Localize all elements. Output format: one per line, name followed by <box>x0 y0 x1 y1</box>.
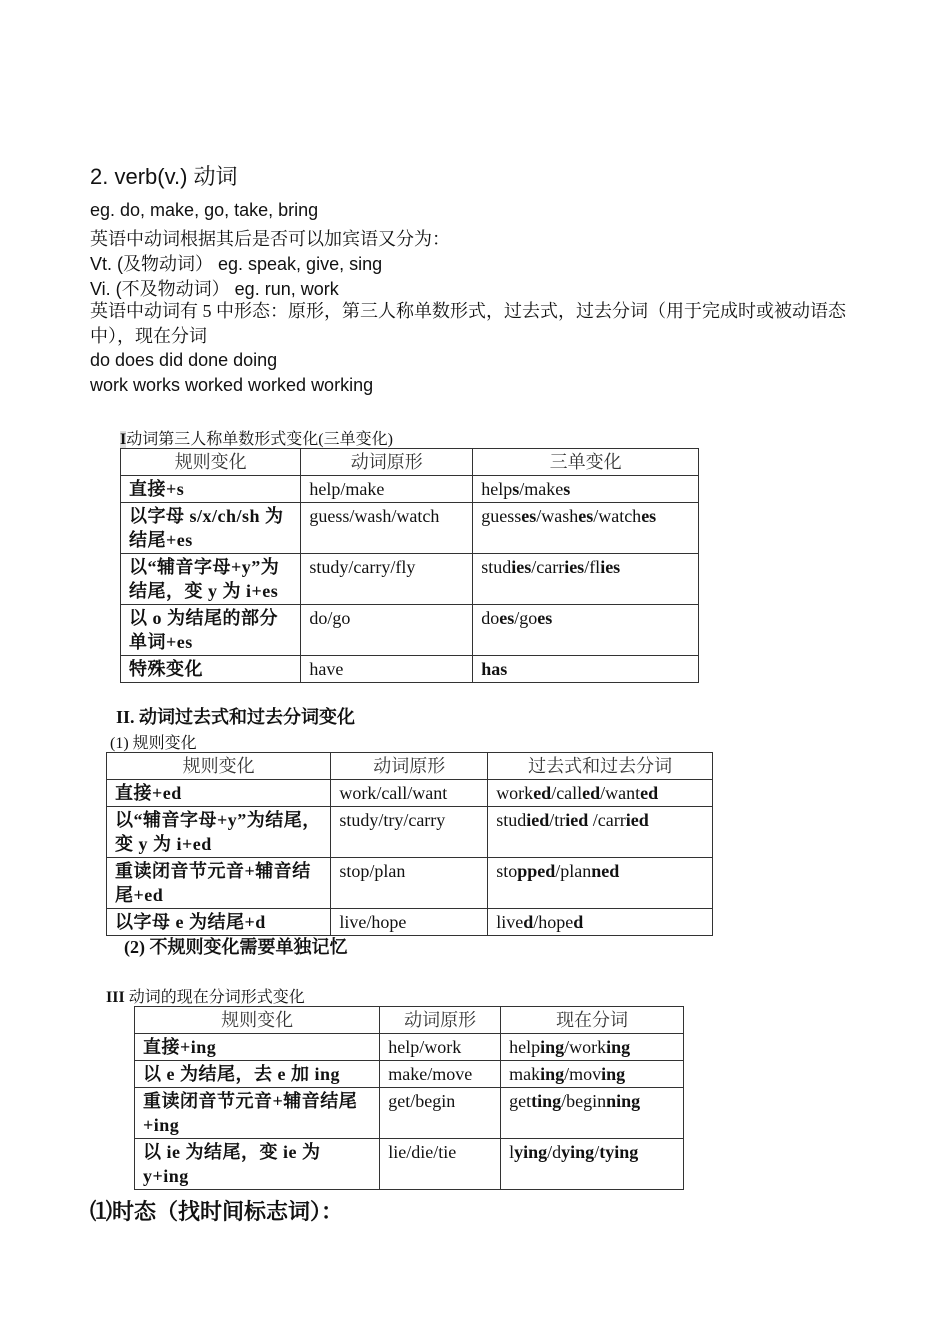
inflection-ending: es <box>641 506 657 526</box>
inflection-ending: ned <box>591 861 620 881</box>
word-stem: /mov <box>564 1064 602 1084</box>
rule-cell: 以字母 s/x/ch/sh 为结尾+es <box>121 503 301 554</box>
section3-caption-mark: III <box>106 989 125 1006</box>
do-forms-line: do does did done doing <box>90 350 278 370</box>
word-stem: /fl <box>584 557 601 577</box>
tense-heading: ⑴时态（找时间标志词）： <box>90 1199 344 1224</box>
table-row <box>121 554 699 605</box>
form-cell <box>501 1088 684 1139</box>
word-stem: /d <box>547 1142 562 1162</box>
inflection-ending: tying <box>599 1142 639 1162</box>
word-stem: /watch <box>593 506 642 526</box>
header-form: 现在分词 <box>501 1007 684 1034</box>
base-cell: stop/plan <box>331 858 488 909</box>
table-header-row <box>135 1007 684 1034</box>
inflection-ending: d <box>523 912 534 932</box>
form-cell <box>473 476 699 503</box>
inflection-ending: ying <box>514 1142 548 1162</box>
base-cell: get/begin <box>380 1088 501 1139</box>
header-base: 动词原形 <box>331 753 488 780</box>
base-cell: make/move <box>380 1061 501 1088</box>
word-stem: /call <box>551 783 583 803</box>
word-stem: stud <box>496 810 527 830</box>
table-row <box>135 1034 684 1061</box>
form-cell <box>501 1139 684 1190</box>
form-cell <box>501 1061 684 1088</box>
rule-cell: 直接+ing <box>135 1034 380 1061</box>
rule-cell: 以 ie 为结尾，变 ie 为 y+ing <box>135 1139 380 1190</box>
section3-caption-text: 动词的现在分词形式变化 <box>124 989 305 1006</box>
forms-description: 英语中动词有 5 中形态：原形，第三人称单数形式，过去式，过去分词（用于完成时或被动语态中），现在分词 <box>90 301 846 346</box>
word-stem: / <box>594 1142 600 1162</box>
word-stem: help <box>481 479 513 499</box>
word-stem: get <box>509 1091 532 1111</box>
header-form: 过去式和过去分词 <box>488 753 713 780</box>
table-row <box>135 1061 684 1088</box>
inflection-ending: es <box>521 506 537 526</box>
table-row <box>135 1139 684 1190</box>
inflection-ending: ied <box>526 810 550 830</box>
base-cell: guess/wash/watch <box>301 503 473 554</box>
form-cell <box>488 807 713 858</box>
table-row <box>107 780 713 807</box>
inflection-ending: ying <box>561 1142 595 1162</box>
table-header-row <box>107 753 713 780</box>
rule-cell: 以 e 为结尾，去 e 加 ing <box>135 1061 380 1088</box>
table-row <box>107 909 713 936</box>
irregular-note: (2) 不规则变化需要单独记忆 <box>124 937 348 957</box>
form-cell <box>473 605 699 656</box>
inflection-ending: ing <box>606 1037 631 1057</box>
inflection-ending: d <box>573 912 584 932</box>
word-stem: work <box>496 783 534 803</box>
work-forms-line: work works worked worked working <box>90 375 374 395</box>
form-cell <box>501 1034 684 1061</box>
past-tense-table <box>106 752 713 936</box>
header-rule: 规则变化 <box>135 1007 380 1034</box>
base-cell: live/hope <box>331 909 488 936</box>
section-heading: 2. verb(v.) 动词 <box>90 164 238 189</box>
header-form: 三单变化 <box>473 449 699 476</box>
inflection-ending: es <box>537 608 553 628</box>
word-stem: /work <box>564 1037 607 1057</box>
word-stem: /wash <box>536 506 579 526</box>
base-cell: work/call/want <box>331 780 488 807</box>
inflection-ending: es <box>499 608 515 628</box>
inflection-ending: ied <box>565 810 589 830</box>
rule-cell: 直接+s <box>121 476 301 503</box>
base-cell: study/carry/fly <box>301 554 473 605</box>
table-row <box>107 807 713 858</box>
base-cell: study/try/carry <box>331 807 488 858</box>
inflection-ending: ning <box>606 1091 641 1111</box>
header-rule: 规则变化 <box>121 449 301 476</box>
word-stem: help <box>509 1037 541 1057</box>
intransitive-line: Vi. (不及物动词） eg. run, work <box>90 279 339 299</box>
rule-cell: 重读闭音节元音+辅音结尾+ing <box>135 1088 380 1139</box>
rule-cell: 特殊变化 <box>121 656 301 683</box>
third-person-table <box>120 448 699 683</box>
section2-title: II. 动词过去式和过去分词变化 <box>116 707 356 727</box>
word-stem: /plan <box>555 861 592 881</box>
table-row <box>121 656 699 683</box>
header-base: 动词原形 <box>301 449 473 476</box>
rule-cell: 以 o 为结尾的部分单词+es <box>121 605 301 656</box>
form-cell <box>473 656 699 683</box>
inflection-ending: ies <box>511 557 532 577</box>
base-cell: help/make <box>301 476 473 503</box>
word-stem: mak <box>509 1064 541 1084</box>
word-stem: guess <box>481 506 522 526</box>
inflection-ending: has <box>481 659 508 679</box>
inflection-ending: ed <box>640 783 659 803</box>
section2-subtitle: (1) 规则变化 <box>110 735 197 752</box>
form-cell <box>488 909 713 936</box>
base-cell: lie/die/tie <box>380 1139 501 1190</box>
inflection-ending: pped <box>517 861 556 881</box>
rule-cell: 直接+ed <box>107 780 331 807</box>
intro-line: 英语中动词根据其后是否可以加宾语又分为： <box>90 229 450 249</box>
table-row <box>121 476 699 503</box>
rule-cell: 以字母 e 为结尾+d <box>107 909 331 936</box>
inflection-ending: ing <box>540 1037 565 1057</box>
section3-caption <box>106 984 305 1007</box>
word-stem: /go <box>514 608 538 628</box>
inflection-ending: ting <box>531 1091 562 1111</box>
word-stem: /hope <box>533 912 574 932</box>
inflection-ending: ies <box>564 557 585 577</box>
present-participle-table <box>134 1006 684 1190</box>
inflection-ending: ing <box>540 1064 565 1084</box>
form-cell <box>473 503 699 554</box>
header-rule: 规则变化 <box>107 753 331 780</box>
table-row <box>135 1088 684 1139</box>
inflection-ending: ed <box>533 783 552 803</box>
form-cell <box>473 554 699 605</box>
form-cell <box>488 858 713 909</box>
table-header-row <box>121 449 699 476</box>
base-cell: help/work <box>380 1034 501 1061</box>
form-cell <box>488 780 713 807</box>
word-stem: /carr <box>531 557 565 577</box>
word-stem: l <box>509 1142 515 1162</box>
word-stem: /tr <box>549 810 566 830</box>
table-row <box>121 605 699 656</box>
rule-cell: 以“辅音字母+y”为结尾，变 y 为 i+ed <box>107 807 331 858</box>
word-stem: stud <box>481 557 512 577</box>
table-row <box>107 858 713 909</box>
word-stem: /make <box>519 479 564 499</box>
word-stem: do <box>481 608 500 628</box>
inflection-ending: ing <box>601 1064 626 1084</box>
section1-caption-text: 动词第三人称单数形式变化(三单变化) <box>126 431 393 448</box>
word-stem: /want <box>600 783 641 803</box>
word-stem: live <box>496 912 524 932</box>
base-cell: do/go <box>301 605 473 656</box>
rule-cell: 以“辅音字母+y”为结尾，变 y 为 i+es <box>121 554 301 605</box>
header-base: 动词原形 <box>380 1007 501 1034</box>
inflection-ending: s <box>512 479 520 499</box>
inflection-ending: ied <box>625 810 649 830</box>
transitive-line: Vt. (及物动词） eg. speak, give, sing <box>90 254 383 274</box>
inflection-ending: ies <box>600 557 621 577</box>
word-stem: /carr <box>588 810 626 830</box>
rule-cell: 重读闭音节元音+辅音结尾+ed <box>107 858 331 909</box>
example-line: eg. do, make, go, take, bring <box>90 200 319 220</box>
section1-caption <box>120 426 393 449</box>
table-row <box>121 503 699 554</box>
base-cell: have <box>301 656 473 683</box>
word-stem: sto <box>496 861 518 881</box>
word-stem: /begin <box>561 1091 607 1111</box>
inflection-ending: ed <box>582 783 601 803</box>
section1-caption-mark: I <box>120 431 127 448</box>
inflection-ending: s <box>563 479 571 499</box>
inflection-ending: es <box>578 506 594 526</box>
